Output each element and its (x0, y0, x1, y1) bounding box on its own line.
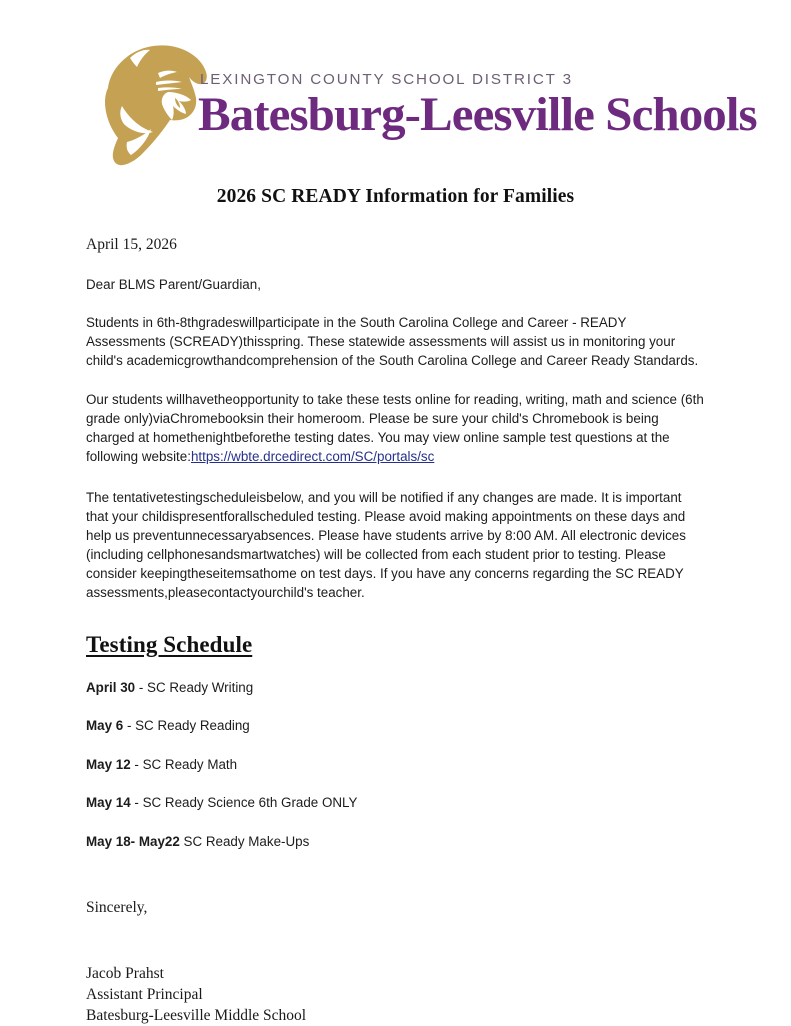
letter-date: April 15, 2026 (86, 236, 177, 253)
schedule-separator: - (130, 756, 143, 772)
schedule-description: SC Ready Reading (135, 718, 250, 734)
schedule-date: May 18- May22 (86, 833, 180, 849)
signer-role: Assistant Principal (86, 985, 203, 1003)
paragraph-2 (86, 390, 706, 466)
schedule-date: May 14 (86, 795, 131, 811)
letter-document (0, 186, 791, 1026)
schedule-separator: - (130, 795, 143, 811)
paragraph-1: Students in 6th-8thgradeswillparticipate in the South Carolina College and Career - READY Assessments (SCREADY)thisspring. These statewide assessments will assist us in monitoring your child's academicgrowthandcomprehension of the South Carolina College and Career Ready Standards. (86, 315, 699, 369)
schedule-item (86, 756, 706, 773)
page-title: 2026 SC READY Information for Families (216, 186, 575, 207)
schedule-description: SC Ready Science 6th Grade ONLY (142, 795, 358, 811)
schedule-separator: - (123, 718, 136, 734)
schedule-date: April 30 (86, 679, 136, 695)
schedule-item (86, 717, 706, 734)
schedule-separator: - (135, 679, 148, 695)
paragraph-3: The tentativetestingscheduleisbelow, and you will be notified if any changes are made. It is important that your childispresentforallscheduled testing. Please avoid making appointments on these days and help us preventunnecessaryabsences. Please have students arrive by 8:00 AM. All electronic devices (including cellphonesandsmartwatches) will be collected from each student prior to testing. Please consider keepingtheseitemsathome on test days. If you have any concerns regarding the SC READY assessments,pleasecontactyourchild's teacher. (86, 489, 686, 600)
signature-block (86, 964, 706, 1026)
testing-schedule-list (86, 679, 706, 850)
schedule-item (86, 833, 706, 850)
signer-name: Jacob Prahst (86, 965, 164, 983)
paragraph-2-text: Our students willhavetheopportunity to take these tests online for reading, writing, math and science (6th grade only)viaChromebooksin their homeroom. Please be sure your child's Chromebook is being charged at homethenightbeforethe testing dates. You may view online sample test questions at the following website: (86, 391, 704, 464)
schedule-item (86, 679, 706, 696)
letter-body (85, 235, 706, 1026)
schedule-date: May 6 (86, 718, 124, 734)
schedule-description: SC Ready Math (142, 756, 238, 772)
schedule-description: SC Ready Make-Ups (183, 833, 310, 849)
logo-wordmark (198, 72, 768, 141)
link-trailing-space (434, 449, 438, 464)
testing-schedule-heading: Testing Schedule (86, 631, 253, 657)
schedule-item (86, 794, 706, 811)
district-name: LEXINGTON COUNTY SCHOOL DISTRICT 3 (200, 71, 573, 88)
signer-school: Batesburg-Leesville Middle School (86, 1006, 307, 1024)
letter-closing: Sincerely, (86, 898, 148, 916)
cougar-head-logo-icon (96, 36, 214, 168)
school-name: Batesburg-Leesville Schools (198, 88, 757, 142)
letter-greeting: Dear BLMS Parent/Guardian, (86, 277, 261, 293)
schedule-description: SC Ready Writing (147, 679, 254, 695)
sample-test-questions-link[interactable]: https://wbte.drcedirect.com/SC/portals/sc (190, 448, 435, 464)
schedule-date: May 12 (86, 756, 131, 772)
letterhead (0, 28, 791, 173)
